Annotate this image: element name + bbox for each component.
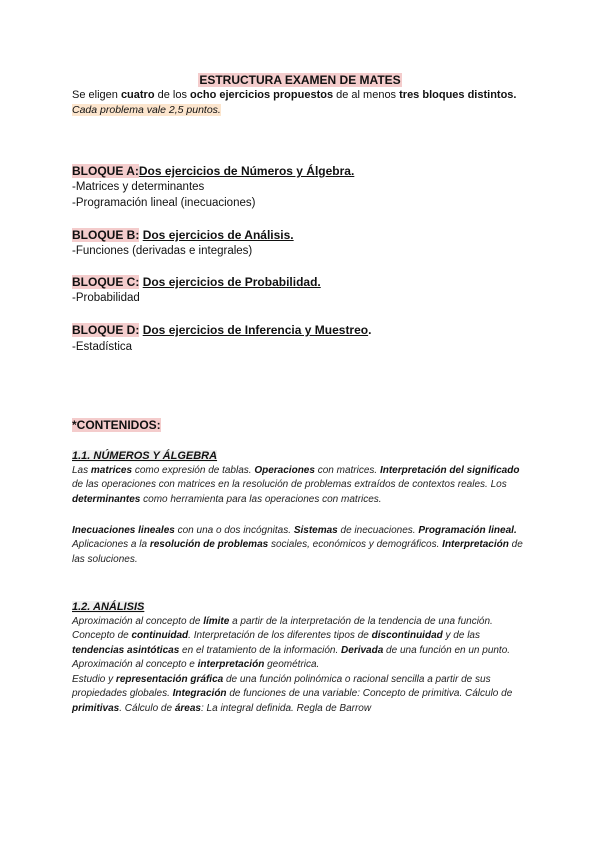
contents-heading: *CONTENIDOS: xyxy=(72,418,161,432)
block-a-heading: BLOQUE A:Dos ejercicios de Números y Álgebra. xyxy=(72,164,355,178)
section-analysis-heading: 1.2. ANÁLISIS xyxy=(72,601,145,613)
analysis-paragraph-1: Aproximación al concepto de límite a partir de la interpretación de la tendencia de una función. Concepto de continuidad. Interpretación de los diferentes tipos de discontinuidad y de las tendencias asintóticas en el tratamiento de la información. Derivada de una función en un punto. Aproximación al concepto e interpretación geométrica. xyxy=(72,616,511,671)
block-c-heading: BLOQUE C: Dos ejercicios de Probabilidad. xyxy=(72,275,321,289)
block-c-item: -Probabilidad xyxy=(72,292,140,304)
points-note: Cada problema vale 2,5 puntos. xyxy=(72,104,221,116)
block-a-item: -Programación lineal (inecuaciones) xyxy=(72,197,256,209)
block-b-heading: BLOQUE B: Dos ejercicios de Análisis. xyxy=(72,228,294,242)
intro-line: Se eligen cuatro de los ocho ejercicios propuestos de al menos tres bloques distintos. xyxy=(72,89,517,101)
analysis-paragraph-2: Estudio y representación gráfica de una función polinómica o racional sencilla a partir de sus propiedades globales. Integración de funciones de una variable: Concepto de primitiva. Cálculo de primitivas. Cálculo de áreas: La integral definida. Regla de Barrow xyxy=(72,674,513,714)
block-a-item: -Matrices y determinantes xyxy=(72,181,205,193)
document-title: ESTRUCTURA EXAMEN DE MATES xyxy=(199,73,401,87)
section-numbers-algebra-heading: 1.1. NÚMEROS Y ÁLGEBRA xyxy=(72,450,218,462)
block-b-item: -Funciones (derivadas e integrales) xyxy=(72,245,253,257)
block-d-item: -Estadística xyxy=(72,341,133,353)
numbers-algebra-paragraph-1: Las matrices como expresión de tablas. Operaciones con matrices. Interpretación del significado de las operaciones con matrices en la resolución de problemas extraídos de contextos reales. Los determinantes como herramienta para las operaciones con matrices. xyxy=(72,465,520,505)
block-d-heading: BLOQUE D: Dos ejercicios de Inferencia y Muestreo. xyxy=(72,323,372,337)
numbers-algebra-paragraph-2: Inecuaciones lineales con una o dos incógnitas. Sistemas de inecuaciones. Programación lineal. Aplicaciones a la resolución de problemas sociales, económicos y demográficos. Interpretación de las soluciones. xyxy=(72,525,523,565)
